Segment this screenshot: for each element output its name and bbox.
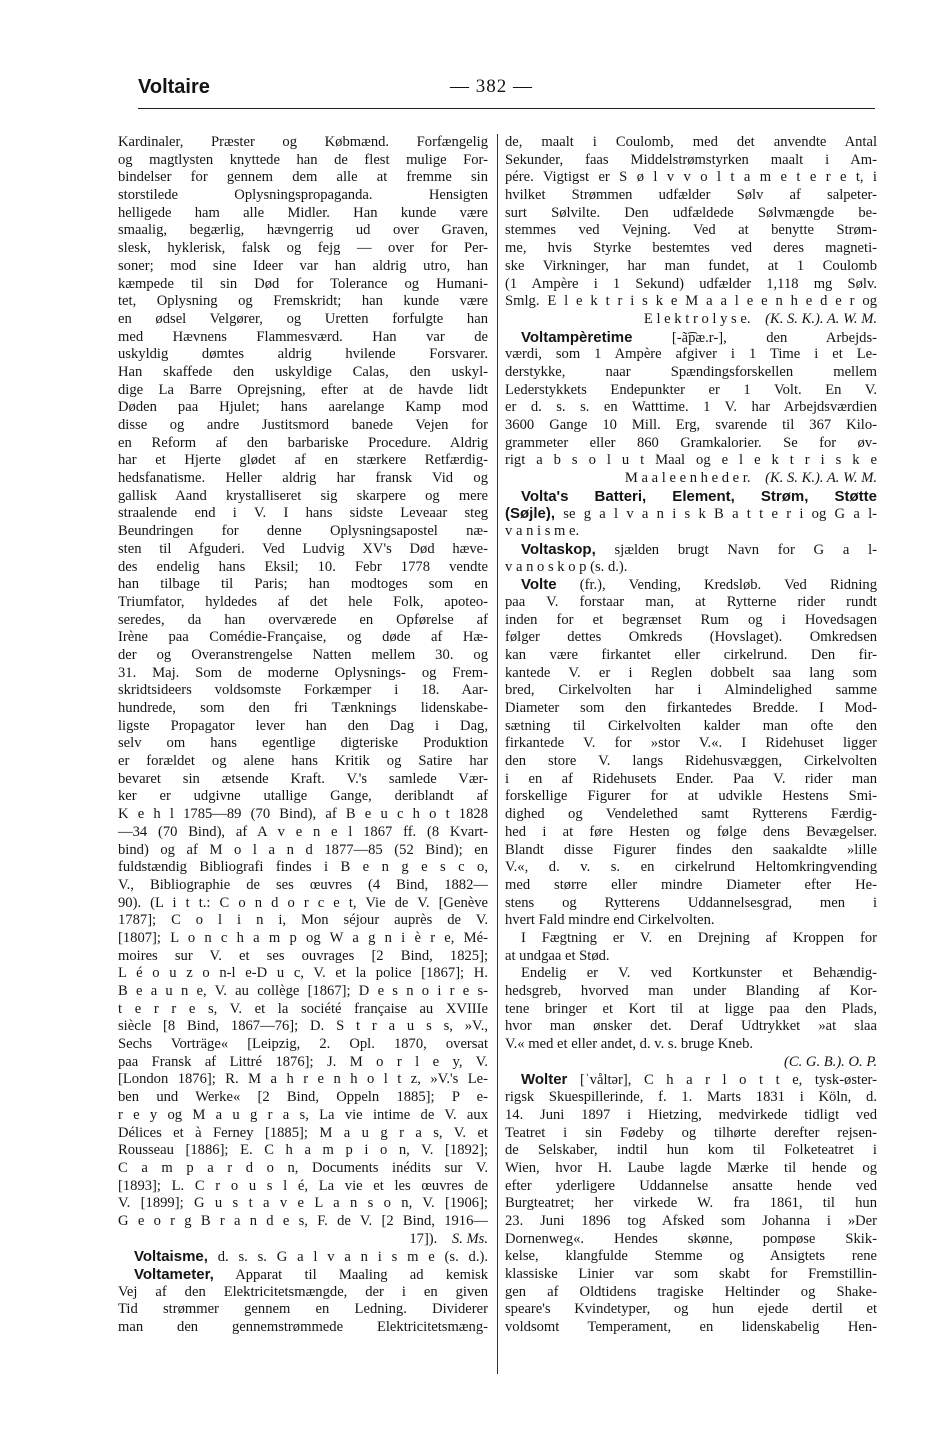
text-line (505, 895, 877, 913)
text-line (118, 912, 488, 930)
line-text: se g a l v a n i s k B a t t e r i og G a l- (555, 506, 877, 523)
text-line (118, 788, 488, 806)
line-text: der og Overanstrengelse Natten mellem 30. og (118, 646, 488, 663)
line-text: Sekunder, faas Middelstrømstyrken maalt i Am- (505, 151, 877, 168)
line-text: Apparat til Maaling ad kemisk (213, 1267, 488, 1283)
text-line (118, 187, 488, 205)
line-text: Diameter som den firkantedes Bredde. I Mod- (505, 700, 877, 716)
text-line (118, 612, 488, 630)
line-text: [-ã͡pæ.r-], den Arbejds- (632, 329, 877, 346)
line-text: I Fægtning er V. en Drejning af Kroppen for (521, 929, 877, 946)
line-text: tet, Oplysning og Fremskridt; han kunde være (118, 293, 488, 310)
text-line (505, 806, 877, 824)
text-line (118, 1142, 488, 1160)
line-text: pére. Vigtigst er S ø l v v o l t a m e t e r e t, i (505, 169, 877, 186)
entry-headword: Wolter (521, 1071, 568, 1089)
text-line (505, 152, 877, 170)
line-text: forskellige Figurer for at udvikle Hestens Smi- (505, 788, 877, 805)
line-text: E l e k t r o l y s e. (643, 310, 751, 327)
line-text: 3600 Gange 10 Mill. Erg, svarende til 367 Kilo- (505, 417, 877, 433)
line-text: kelse, klangfulde Stemme og Ansigtets rene (505, 1248, 877, 1265)
text-line (505, 452, 877, 470)
text-line (118, 258, 488, 276)
text-line (118, 700, 488, 718)
line-text: sten til Afguderi. Ved Ludvig XV's Død hæve- (118, 540, 488, 557)
text-line (118, 576, 488, 594)
line-text: rigt a b s o l u t Maal og e l e k t r i s k e (505, 452, 877, 469)
line-text: soner; mod sine Ideer var han aldrig utro, han (118, 257, 488, 274)
line-text: slesk, hyklerisk, falsk og fejg — over for Per- (118, 240, 488, 257)
text-line (505, 187, 877, 205)
text-line (118, 293, 488, 311)
line-text: i en af Ridehusets Ender. Paa V. rider man (505, 770, 877, 787)
line-text: Teatret i sin Fødeby og tilhørte derefter rejsen- (505, 1124, 877, 1141)
text-line (505, 735, 877, 753)
text-line (505, 1107, 877, 1125)
entry-headword: Voltameter, (134, 1266, 214, 1283)
text-line (505, 222, 877, 240)
text-line (505, 470, 877, 488)
entry-headword: Voltampèretime (521, 328, 633, 346)
author-signature: (C. G. B.). O. P. (769, 1053, 877, 1070)
line-text: des endelig hans Eksil; 10. Febr 1778 vendte (118, 558, 488, 575)
line-text: Blandt disse Figurer findes den saakaldte »lille (505, 841, 877, 858)
text-line (505, 842, 877, 860)
line-text: Délices et à Ferney [1885]; M a u g r a s, V. et (118, 1124, 488, 1141)
line-text: bind) og af M o l a n d 1877—85 (52 Bind); en (118, 841, 488, 858)
text-line (505, 930, 877, 948)
line-text: derstykke, naar Spændingsforskellen mellem (505, 363, 877, 380)
header-rule (138, 108, 875, 109)
line-text: disse og andre Justitsmord banede Vejen for (118, 417, 488, 433)
line-text: hvor man ønsker det. Deraf Udtrykket »at slaa (505, 1018, 877, 1035)
text-line (118, 417, 488, 435)
text-line (118, 435, 488, 453)
text-line (505, 594, 877, 612)
line-text: Wien, hvor H. Laube lagde Mærke til hende og (505, 1159, 877, 1176)
line-text: uskyldig dømtes aldrig hvilende Forsvarer. (118, 346, 488, 363)
text-line (118, 364, 488, 382)
text-line (505, 1071, 877, 1089)
text-line (118, 965, 488, 983)
line-text: de, maalt i Coulomb, med det anvendte Antal (505, 134, 877, 150)
line-text: Lederstykkets Endepunkter er 1 Volt. En V. (505, 381, 877, 398)
line-text: hed i at føre Hesten og følge dens Bevægelser. (505, 823, 877, 840)
text-line (505, 417, 877, 435)
text-line (505, 346, 877, 364)
text-line (118, 1089, 488, 1107)
line-text: Vej af den Elektricitetsmængde, der i en given (118, 1283, 488, 1300)
line-text: siècle [8 Bind, 1867—76]; D. S t r a u s s, »V., (118, 1018, 488, 1035)
line-text: stemmes ved Vejning. Ved at benytte Strøm- (505, 222, 877, 239)
line-text: kæmpede til sin Død for Tolerance og Humani- (118, 275, 488, 292)
line-text: bindelser for gennem dem alle at fremme sin (118, 169, 488, 186)
entry-headword: Volte (521, 576, 557, 594)
text-line (505, 1266, 877, 1284)
line-text: V.«, d. v. s. en cirkelrund Heltomkringvending (505, 859, 877, 876)
line-text: hvilket Strømmen udfælder Sølv af salpeter- (505, 187, 877, 204)
text-line (505, 1213, 877, 1231)
line-text: 17]). (409, 1230, 438, 1247)
entry-headword: Volta's Batteri, Element, Strøm, Støtte (521, 487, 877, 505)
line-text: Sechs Vorträge« [Leipzig, 2. Opl. 1870, oversat (118, 1036, 488, 1053)
line-text: klassiske Linier var som skabt for Fremstillin- (505, 1266, 877, 1282)
line-text: helligede ham alle Midler. Han kunde være (118, 204, 488, 221)
text-line (118, 1160, 488, 1178)
line-text: sætning til Cirkelvolten kalder man ofte den (505, 717, 877, 734)
text-line (505, 523, 877, 541)
line-text: —34 (70 Bind), af A v e n e l 1867 ff. (8 Kvart- (118, 823, 488, 840)
text-line (505, 1160, 877, 1178)
text-line (505, 134, 877, 152)
text-line (118, 276, 488, 294)
line-text: 23. Juni 1896 tog Afsked som Johanna i »Der (505, 1212, 877, 1229)
right-column (505, 134, 877, 1337)
line-text: v a n o s k o p (s. d.). (505, 558, 628, 575)
text-line (505, 1178, 877, 1196)
text-line (118, 1001, 488, 1019)
line-text: Dornenweg«. Hendes skønne, pompøse Skik- (505, 1230, 877, 1247)
text-line (505, 612, 877, 630)
entry-headword: (Søjle), (505, 505, 556, 523)
text-line (118, 240, 488, 258)
line-text: bevaret sin ætsende Kraft. V.'s samlede Vær- (118, 770, 488, 787)
line-text: L é o u z o n-l e-D u c, V. et la police [1867]; H. (118, 965, 488, 982)
line-text: kan være firkantet eller cirkelrund. Den fir- (505, 646, 877, 663)
line-text: 1787]; C o l i n i, Mon séjour auprès de V. (118, 912, 488, 929)
line-text: bred, Cirkelvolten har i Almindelighed samme (505, 682, 877, 699)
text-line (505, 948, 877, 966)
line-text: Burgteatret; her virkede W. fra 1861, til hun (505, 1195, 877, 1212)
line-text: Triumfator, hyldedes af det hele Folk, apoteo- (118, 593, 488, 610)
text-line (505, 700, 877, 718)
line-text: Tid strømmer gennem en Ledning. Dividerer (118, 1301, 488, 1318)
text-line (118, 470, 488, 488)
text-line (118, 1195, 488, 1213)
line-text: v a n i s m e. (505, 523, 580, 540)
text-line (118, 718, 488, 736)
text-line (505, 983, 877, 1001)
text-line (118, 647, 488, 665)
line-text: den store V. langs Ridehusvæggen, Cirkelvolten (505, 753, 877, 770)
text-line (118, 1319, 488, 1337)
text-line (505, 258, 877, 276)
text-line (505, 505, 877, 523)
line-text: en ødsel Velgører, og Uretten forfulgte han (118, 310, 488, 327)
line-text: man den gennemstrømmede Elektricitetsmæng- (118, 1319, 488, 1336)
text-line (118, 346, 488, 364)
text-line (505, 559, 877, 577)
line-text: [1807]; L o n c h a m p og W a g n i è r e, Mé- (118, 929, 488, 946)
line-text: skridtsideers voldsomste Forkæmper i 18. Aar- (118, 682, 488, 699)
page-number: — 382 — (450, 76, 533, 97)
line-text: ligste Propagator lever han den Dag i Dag, (118, 717, 488, 734)
line-text: (fr.), Vending, Kredsløb. Ved Ridning (556, 577, 877, 594)
line-text: (1 Ampère i 1 Sekund) udfælder 1,118 mg Sølv. (505, 275, 877, 292)
text-line (118, 1071, 488, 1089)
text-line (118, 665, 488, 683)
line-text: 14. Juni 1897 i Hietzing, medvirkede tidligt ved (505, 1106, 877, 1123)
text-line (505, 647, 877, 665)
text-line (505, 435, 877, 453)
line-text: dige La Barre Oprejsning, efter at de havde lidt (118, 381, 488, 398)
line-text: gen af Oldtidens tragiske Heltinder og Shake- (505, 1283, 877, 1300)
line-text: en Reform af den barbariske Procedure. Aldrig (118, 434, 488, 451)
column-divider (497, 134, 498, 1374)
line-text: han tilbage til Paris; han modtoges som en (118, 576, 488, 593)
text-line (118, 222, 488, 240)
text-line (118, 735, 488, 753)
line-text: fuldstændig Bibliografi findes i B e n g e s c o, (118, 859, 488, 876)
text-line (118, 523, 488, 541)
line-text: Endelig er V. ved Kortkunster et Behændig- (521, 965, 877, 982)
text-line (505, 665, 877, 683)
entry-headword: Voltaskop, (521, 540, 596, 558)
author-signature: (K. S. K.). A. W. M. (750, 310, 877, 327)
line-text: 90). (L i t t.: C o n d o r c e t, Vie de V. [Genève (118, 894, 488, 911)
line-text: [1893]; L. C r o u s l é, La vie et les œuvres de (118, 1177, 488, 1194)
text-line (505, 1036, 877, 1054)
text-line (118, 1178, 488, 1196)
line-text: K e h l 1785—89 (70 Bind), af B e u c h o t 1828 (118, 806, 488, 823)
text-line (505, 753, 877, 771)
line-text: r e y og M a u g r a s, La vie intime de V. aux (118, 1106, 488, 1123)
text-line (118, 382, 488, 400)
line-text: ker er udgivne utallige Gange, deriblandt af (118, 788, 488, 805)
text-line (118, 682, 488, 700)
text-line (505, 1089, 877, 1107)
text-line (505, 1018, 877, 1036)
text-line (505, 240, 877, 258)
line-text: hundrede, som den fri Tænknings lidenskabe- (118, 700, 488, 716)
line-text: surt Sølvilte. Den udfældede Sølvmængde be- (505, 204, 877, 221)
text-line (118, 169, 488, 187)
text-line (118, 311, 488, 329)
line-text: ske Virkninger, har man fundet, at 1 Coulomb (505, 257, 877, 274)
line-text: V. [1899]; G u s t a v e L a n s o n, V. [1906]; (118, 1195, 488, 1212)
line-text: straalende end i V. I hans sidste Leveaar steg (118, 505, 488, 522)
text-line (505, 718, 877, 736)
line-text: Irène paa Comédie-Française, og døde af Hæ- (118, 629, 488, 646)
line-text: med Hævnens Flammesværd. Han var de (118, 328, 488, 345)
line-text: er forældet og alene hans Kritik og Satire har (118, 753, 488, 770)
text-line (118, 824, 488, 842)
text-line (118, 1266, 488, 1284)
text-line (118, 806, 488, 824)
line-text: d. s. s. G a l v a n i s m e (s. d.). (207, 1249, 488, 1266)
text-line (505, 1319, 877, 1337)
author-signature: (K. S. K.). A. W. M. (750, 470, 877, 487)
page-header (138, 76, 875, 106)
text-line (505, 965, 877, 983)
text-line (505, 1001, 877, 1019)
text-line (118, 1125, 488, 1143)
text-line (118, 134, 488, 152)
line-text: kantede V. er i Reglen dobbelt saa lang som (505, 664, 877, 681)
left-column (118, 134, 488, 1337)
text-line (505, 311, 877, 329)
line-text: M a a l e e n h e d e r. (624, 470, 751, 487)
line-text: efter yderligere Uddannelse ansatte hende ved (505, 1177, 877, 1194)
line-text: 31. Maj. Som de moderne Oplysnings- og Frem- (118, 664, 488, 681)
entry-headword: Voltaisme, (134, 1248, 208, 1266)
line-text: og magtlysten knyttede han de flest mulige For- (118, 151, 488, 168)
line-text: grammeter eller 860 Gramkalorier. Se for øv- (505, 434, 877, 451)
line-text: t e r r e s, V. et la société française au XVIIIe (118, 1000, 488, 1017)
line-text: Beundringen for denne Oplysningsapostel næ- (118, 523, 488, 540)
text-line (118, 753, 488, 771)
line-text: har et Hjerte glødet af en stærkere Retfærdig- (118, 452, 488, 469)
line-text: seredes, da han overværede en Opførelse af (118, 611, 488, 628)
text-line (118, 1054, 488, 1072)
line-text: [London 1876]; R. M a h r e n h o l t z, »V.'s Le- (118, 1071, 488, 1088)
text-line (505, 205, 877, 223)
text-line (118, 877, 488, 895)
text-line (118, 1213, 488, 1231)
text-line (505, 629, 877, 647)
line-text: Han skaffede den uskyldige Calas, den uskyl- (118, 363, 488, 380)
text-line (118, 842, 488, 860)
text-line (118, 1036, 488, 1054)
text-line (118, 488, 488, 506)
line-text: paa Fransk af Littré 1876]; J. M o r l e y, V. (118, 1053, 488, 1070)
line-text: [ˈvåltər], C h a r l o t t e, tysk-øster- (567, 1072, 877, 1089)
text-line (505, 912, 877, 930)
line-text: storstilede Oplysningspropaganda. Hensigten (118, 187, 488, 204)
line-text: ben und Werke« [2 Bind, Oppeln 1885]; P e- (118, 1089, 488, 1106)
text-line (118, 895, 488, 913)
line-text: Smlg. E l e k t r i s k e M a a l e e n h e d e r og (505, 293, 877, 310)
line-text: voldsomt Temperament, en lidenskabelig Hen- (505, 1319, 877, 1336)
line-text: C a m p a r d o n, Documents inédits sur V. (118, 1159, 488, 1176)
text-line (505, 576, 877, 594)
text-line (505, 824, 877, 842)
line-text: sjælden brugt Navn for G a l- (595, 541, 877, 558)
text-line (505, 293, 877, 311)
text-line (118, 859, 488, 877)
text-line (118, 399, 488, 417)
text-line (118, 1284, 488, 1302)
text-line (118, 329, 488, 347)
text-line (505, 1248, 877, 1266)
line-text: V.« med et eller andet, d. v. s. bruge Kneb. (505, 1036, 754, 1053)
text-line (505, 1125, 877, 1143)
text-line (118, 594, 488, 612)
line-text: B e a u n e, V. au collège [1867]; D e s n o i r e s- (118, 983, 488, 999)
line-text: Kardinaler, Præster og Købmænd. Forfængelig (118, 134, 488, 150)
line-text: med større eller mindre Diameter efter He- (505, 876, 877, 893)
line-text: at undgaa et Stød. (505, 947, 610, 964)
line-text: smaalig, begærlig, hævngerrig ud over Graven, (118, 222, 488, 239)
text-line (505, 276, 877, 294)
text-line (118, 629, 488, 647)
line-text: følger dettes Omkreds (Hovslaget). Omkredsen (505, 629, 877, 646)
text-line (118, 505, 488, 523)
line-text: de Selskaber, indtil hun kom til Folketeatret i (505, 1142, 877, 1159)
text-line (118, 771, 488, 789)
line-text: me, hvis Styrke bestemtes ved deres magneti- (505, 240, 877, 257)
line-text: Rousseau [1886]; E. C h a m p i o n, V. [1892]; (118, 1142, 488, 1159)
text-line (505, 877, 877, 895)
line-text: paa V. forstaar man, at Rytterne rider rundt (505, 593, 877, 610)
text-line (118, 452, 488, 470)
text-line (505, 169, 877, 187)
text-line (505, 788, 877, 806)
text-line (505, 364, 877, 382)
line-text: speare's Kvindetyper, og hun ejede dertil et (505, 1301, 877, 1318)
line-text: værdi, som 1 Ampère afgiver i 1 Time i et Le- (505, 346, 877, 363)
text-line (118, 1301, 488, 1319)
line-text: hedsfanatisme. Heller aldrig har fransk Vid og (118, 470, 488, 487)
text-line (118, 1018, 488, 1036)
text-line (505, 329, 877, 347)
line-text: V., Bibliographie de ses œuvres (4 Bind, 1882— (118, 876, 488, 893)
text-line (118, 1107, 488, 1125)
line-text: er d. s. s. en Watttime. 1 V. har Arbejdsværdien (505, 399, 877, 416)
text-line (118, 541, 488, 559)
text-line (118, 930, 488, 948)
text-line (118, 152, 488, 170)
line-text: hvert Fald mindre end Cirkelvolten. (505, 912, 715, 929)
author-signature: S. Ms. (437, 1230, 488, 1247)
text-line (505, 682, 877, 700)
text-line (505, 488, 877, 506)
line-text: dighed og Vendelethed samt Rytterens Færdig- (505, 806, 877, 823)
text-line (118, 983, 488, 1001)
text-line (505, 859, 877, 877)
line-text: stens og Rytterens Uddannelsesgrad, men i (505, 894, 877, 911)
text-line (505, 1195, 877, 1213)
text-line (505, 1284, 877, 1302)
text-line (118, 559, 488, 577)
running-title: Voltaire (138, 76, 210, 98)
text-line (505, 1231, 877, 1249)
text-line (118, 205, 488, 223)
line-text: G e o r g B r a n d e s, F. de V. [2 Bind, 1916— (118, 1212, 488, 1229)
text-line (505, 771, 877, 789)
line-text: inden for et begrænset Rum og i Hovedsagen (505, 611, 877, 628)
line-text: tene bringer et Kort til at ligge paa den Plads, (505, 1000, 877, 1017)
text-line (505, 541, 877, 559)
text-line (505, 399, 877, 417)
line-text: moires sur V. et ses ouvrages [2 Bind, 1825]; (118, 947, 488, 964)
text-line (505, 1301, 877, 1319)
line-text: gallisk Aand krystalliseret sig skarpere og mere (118, 487, 488, 504)
text-line (118, 948, 488, 966)
line-text: Døden paa Hjulet; hans aarelange Kamp mod (118, 399, 488, 416)
text-line (118, 1248, 488, 1266)
line-text: hedsgreb, hvorved man under Blanding af Kor- (505, 983, 877, 999)
text-line (505, 1142, 877, 1160)
line-text: selv om hans egentlige digteriske Produktion (118, 735, 488, 752)
line-text: rigsk Skuespillerinde, f. 1. Marts 1831 i Köln, d. (505, 1089, 877, 1106)
line-text: firkantede V. for »stor V.«. I Ridehuset ligger (505, 735, 877, 752)
text-line (118, 1231, 488, 1249)
text-line (505, 382, 877, 400)
text-line (505, 1054, 877, 1072)
